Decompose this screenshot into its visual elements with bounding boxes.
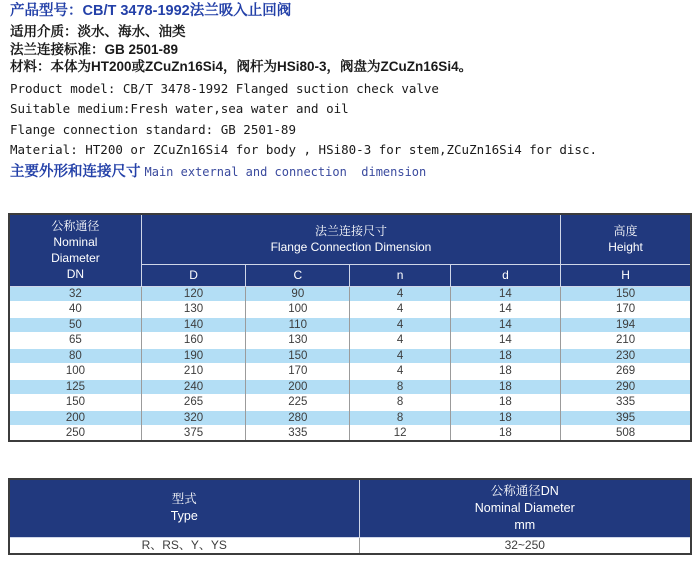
header-dn-cn: 公称通径 bbox=[51, 219, 100, 234]
table-cell: 335 bbox=[246, 426, 350, 442]
table-cell: 110 bbox=[246, 317, 350, 333]
header-dn-en1: Nominal bbox=[53, 235, 98, 250]
table-cell: 18 bbox=[450, 348, 560, 364]
table-cell: 40 bbox=[9, 302, 141, 318]
info-lines-en bbox=[10, 79, 597, 161]
table-cell: 32 bbox=[9, 286, 141, 302]
table-cell: 14 bbox=[450, 302, 560, 318]
header-flange-cn: 法兰连接尺寸 bbox=[314, 224, 387, 239]
header-height-en: Height bbox=[608, 240, 643, 255]
header-dn-abbr: DN bbox=[66, 267, 85, 282]
table-cell: 18 bbox=[450, 364, 560, 380]
dimension-table-body bbox=[9, 286, 691, 441]
table-cell: 335 bbox=[561, 395, 691, 411]
table-cell: 18 bbox=[450, 410, 560, 426]
section-heading-cn: 主要外形和连接尺寸 bbox=[10, 164, 141, 180]
header-type bbox=[9, 479, 359, 537]
type-table-body bbox=[9, 537, 691, 554]
table-row bbox=[9, 333, 691, 349]
table-cell: 18 bbox=[450, 395, 560, 411]
table-cell: 125 bbox=[9, 379, 141, 395]
header-type-dn-unit: mm bbox=[514, 517, 536, 532]
table-cell: 160 bbox=[141, 333, 245, 349]
table-cell: 130 bbox=[246, 333, 350, 349]
header-col-H: H bbox=[561, 264, 691, 286]
table-cell: 4 bbox=[350, 348, 450, 364]
table-cell: 65 bbox=[9, 333, 141, 349]
table-cell: 18 bbox=[450, 379, 560, 395]
table-cell: 100 bbox=[9, 364, 141, 380]
table-row bbox=[9, 286, 691, 302]
table-cell: 4 bbox=[350, 333, 450, 349]
table-cell: 8 bbox=[350, 395, 450, 411]
table-cell: 50 bbox=[9, 317, 141, 333]
table-row bbox=[9, 379, 691, 395]
type-table-row bbox=[9, 537, 691, 554]
header-flange-group bbox=[141, 214, 560, 264]
table-cell: 225 bbox=[246, 395, 350, 411]
table-row bbox=[9, 395, 691, 411]
table-cell: 395 bbox=[561, 410, 691, 426]
table-cell: 4 bbox=[350, 317, 450, 333]
table-cell: 508 bbox=[561, 426, 691, 442]
table-cell: 250 bbox=[9, 426, 141, 442]
table-cell: 190 bbox=[141, 348, 245, 364]
type-values-cell: R、RS、Y、YS bbox=[9, 537, 359, 554]
product-info-block bbox=[10, 2, 597, 161]
table-cell: 194 bbox=[561, 317, 691, 333]
info-line-model-en: Product model: CB/T 3478-1992 Flanged suction check valve bbox=[10, 80, 439, 96]
dimension-table bbox=[8, 213, 692, 442]
header-type-en: Type bbox=[170, 509, 198, 524]
table-cell: 210 bbox=[561, 333, 691, 349]
table-cell: 269 bbox=[561, 364, 691, 380]
header-type-dn-en: Nominal Diameter bbox=[474, 500, 575, 515]
table-row bbox=[9, 302, 691, 318]
table-row bbox=[9, 410, 691, 426]
table-row bbox=[9, 426, 691, 442]
table-cell: 140 bbox=[141, 317, 245, 333]
table-cell: 265 bbox=[141, 395, 245, 411]
info-line-standard-cn: 法兰连接标准：GB 2501-89 bbox=[10, 41, 179, 57]
table-cell: 4 bbox=[350, 286, 450, 302]
table-cell: 170 bbox=[246, 364, 350, 380]
table-cell: 14 bbox=[450, 317, 560, 333]
info-line-standard-en: Flange connection standard: GB 2501-89 bbox=[10, 121, 296, 137]
table-cell: 4 bbox=[350, 364, 450, 380]
page-title: 产品型号：CB/T 3478-1992法兰吸入止回阀 bbox=[10, 3, 292, 19]
table-cell: 80 bbox=[9, 348, 141, 364]
table-cell: 14 bbox=[450, 333, 560, 349]
info-lines-cn bbox=[10, 23, 597, 76]
header-type-cn: 型式 bbox=[171, 492, 197, 507]
table-cell: 200 bbox=[246, 379, 350, 395]
type-table-header bbox=[9, 479, 691, 537]
table-cell: 240 bbox=[141, 379, 245, 395]
header-col-d: d bbox=[450, 264, 560, 286]
header-dn-en2: Diameter bbox=[51, 251, 100, 266]
header-nominal-diameter-mm bbox=[359, 479, 691, 537]
table-cell: 150 bbox=[561, 286, 691, 302]
table-cell: 18 bbox=[450, 426, 560, 442]
header-col-n: n bbox=[350, 264, 450, 286]
header-height-group bbox=[561, 214, 691, 264]
table-cell: 8 bbox=[350, 379, 450, 395]
table-cell: 210 bbox=[141, 364, 245, 380]
table-row bbox=[9, 364, 691, 380]
table-cell: 14 bbox=[450, 286, 560, 302]
table-cell: 130 bbox=[141, 302, 245, 318]
header-nominal-diameter bbox=[9, 214, 141, 286]
type-table bbox=[8, 478, 692, 555]
table-row bbox=[9, 348, 691, 364]
dimension-table-header bbox=[9, 214, 691, 286]
info-line-medium-en: Suitable medium:Fresh water,sea water and oil bbox=[10, 101, 349, 116]
section-heading bbox=[10, 160, 426, 181]
table-cell: 170 bbox=[561, 302, 691, 318]
table-row bbox=[9, 317, 691, 333]
table-cell: 120 bbox=[141, 286, 245, 302]
table-cell: 230 bbox=[561, 348, 691, 364]
table-cell: 90 bbox=[246, 286, 350, 302]
table-cell: 4 bbox=[350, 302, 450, 318]
section-heading-en: Main external and connection dimension bbox=[144, 165, 427, 179]
table-cell: 200 bbox=[9, 410, 141, 426]
header-flange-en: Flange Connection Dimension bbox=[270, 240, 432, 255]
header-height-cn: 高度 bbox=[613, 224, 638, 239]
header-col-C: C bbox=[246, 264, 350, 286]
info-line-material-cn: 材料：本体为HT200或ZCuZn16Si4，阀杆为HSi80-3，阀盘为ZCuZn16Si4。 bbox=[10, 59, 473, 74]
table-cell: 375 bbox=[141, 426, 245, 442]
dn-range-cell: 32~250 bbox=[359, 537, 691, 554]
table-cell: 150 bbox=[246, 348, 350, 364]
header-col-D: D bbox=[141, 264, 245, 286]
header-type-dn-cn: 公称通径DN bbox=[490, 483, 559, 498]
info-line-material-en: Material: HT200 or ZCuZn16Si4 for body , HSi80-3 for stem,ZCuZn16Si4 for disc. bbox=[10, 142, 597, 157]
table-cell: 150 bbox=[9, 395, 141, 411]
table-cell: 320 bbox=[141, 410, 245, 426]
table-cell: 280 bbox=[246, 410, 350, 426]
info-line-medium-cn: 适用介质：淡水、海水、油类 bbox=[10, 24, 186, 39]
table-cell: 290 bbox=[561, 379, 691, 395]
table-cell: 12 bbox=[350, 426, 450, 442]
table-cell: 100 bbox=[246, 302, 350, 318]
table-cell: 8 bbox=[350, 410, 450, 426]
